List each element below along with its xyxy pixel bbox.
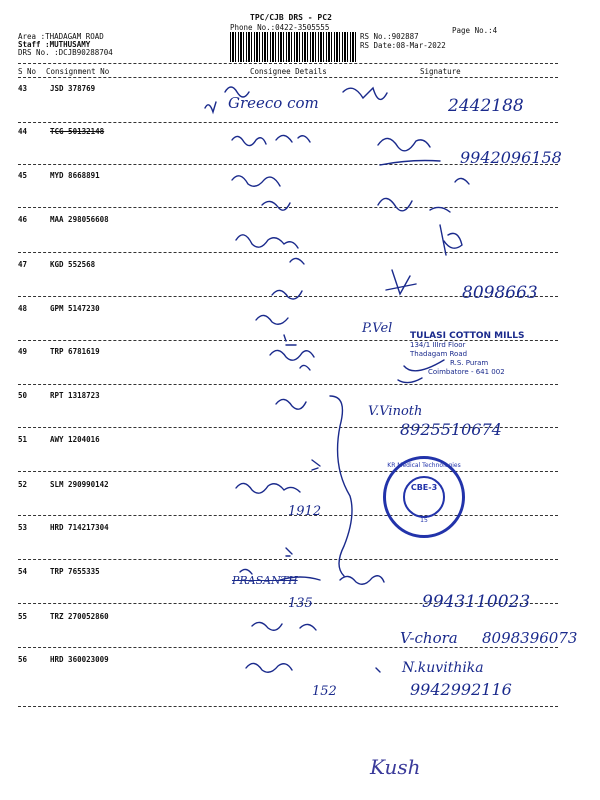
- handwritten-company: Greeco com: [228, 94, 319, 112]
- row-consignment: AWY 1204016: [50, 435, 100, 444]
- row-sno: 49: [18, 347, 28, 356]
- seal-ring-text: KR Medical Technologies: [387, 462, 461, 469]
- row-sno: 44: [18, 127, 28, 136]
- row-sno: 56: [18, 655, 28, 664]
- stamp-address-line: Coimbatore - 641 002: [428, 368, 505, 376]
- page-number: Page No.:4: [452, 26, 498, 35]
- col-sno: S No: [18, 67, 37, 76]
- row-sno: 45: [18, 171, 28, 180]
- col-signature: Signature: [420, 67, 461, 76]
- row-consignment: KGD 552568: [50, 260, 96, 269]
- handwritten-number: 152: [312, 684, 337, 699]
- rs-date: RS Date:08-Mar-2022: [360, 41, 446, 50]
- phone-number: Phone No.:0422-3505555: [230, 23, 330, 32]
- stamp-company-name: TULASI COTTON MILLS: [410, 331, 525, 341]
- manifest-title: TPC/CJB DRS - PC2: [250, 13, 332, 22]
- handwritten-name: N.kuvithika: [402, 660, 484, 676]
- row-sno: 50: [18, 391, 28, 400]
- row-consignment: TCG 50132148: [50, 127, 105, 136]
- handwritten-phone: 8098663: [462, 283, 538, 303]
- row-consignment: TRZ 270052860: [50, 612, 109, 621]
- stamp-address-line: R.S. Puram: [450, 359, 489, 367]
- handwritten-name: P.Vel: [362, 321, 393, 336]
- handwritten-number: 2442188: [448, 96, 524, 116]
- circular-seal: [383, 456, 465, 538]
- stamp-address-line: 134/1 IIIrd Floor: [410, 341, 466, 349]
- staff-label: Staff :MUTHUSAMY: [18, 40, 91, 49]
- area-label: Area :THADAGAM ROAD: [18, 32, 104, 41]
- row-consignment: RPT 1318723: [50, 391, 100, 400]
- row-sno: 47: [18, 260, 28, 269]
- row-consignment: JSD 378769: [50, 84, 96, 93]
- row-sno: 43: [18, 84, 28, 93]
- handwritten-number: 1912: [288, 504, 322, 519]
- handwritten-phone: 9942096158: [460, 148, 562, 167]
- drs-number: DRS No. :DCJB90288704: [18, 48, 113, 57]
- col-consignee: Consignee Details: [250, 67, 327, 76]
- seal-center-text: CBE-3: [410, 483, 438, 492]
- row-consignment: HRD 360023009: [50, 655, 109, 664]
- handwritten-name: V.Vinoth: [368, 404, 423, 419]
- stamp-address-line: Thadagam Road: [410, 350, 468, 358]
- row-sno: 54: [18, 567, 28, 576]
- row-consignment: GPM 5147230: [50, 304, 100, 313]
- row-sno: 53: [18, 523, 28, 532]
- handwritten-name: V-chora: [400, 629, 458, 647]
- row-consignment: SLM 290990142: [50, 480, 109, 489]
- row-consignment: TRP 7655335: [50, 567, 100, 576]
- row-sno: 55: [18, 612, 28, 621]
- company-stamp: [410, 332, 524, 377]
- seal-number: 15: [420, 517, 428, 524]
- row-sno: 48: [18, 304, 28, 313]
- handwritten-initials: Kush: [370, 755, 421, 779]
- col-consignment: Consignment No: [46, 67, 110, 76]
- rs-number: RS No.:902887: [360, 32, 419, 41]
- handwritten-phone: 9943110023: [422, 592, 531, 612]
- handwritten-number: 135: [288, 596, 313, 611]
- handwritten-name: PRASANTH: [232, 574, 298, 587]
- row-consignment: HRD 714217304: [50, 523, 109, 532]
- row-consignment: TRP 6781619: [50, 347, 100, 356]
- row-consignment: MYD 8668891: [50, 171, 100, 180]
- handwritten-phone: 8098396073: [482, 629, 578, 647]
- row-sno: 46: [18, 215, 28, 224]
- row-consignment: MAA 298056608: [50, 215, 109, 224]
- row-sno: 52: [18, 480, 28, 489]
- handwritten-phone: 8925510674: [400, 420, 502, 439]
- handwritten-phone: 9942992116: [410, 680, 512, 699]
- row-sno: 51: [18, 435, 28, 444]
